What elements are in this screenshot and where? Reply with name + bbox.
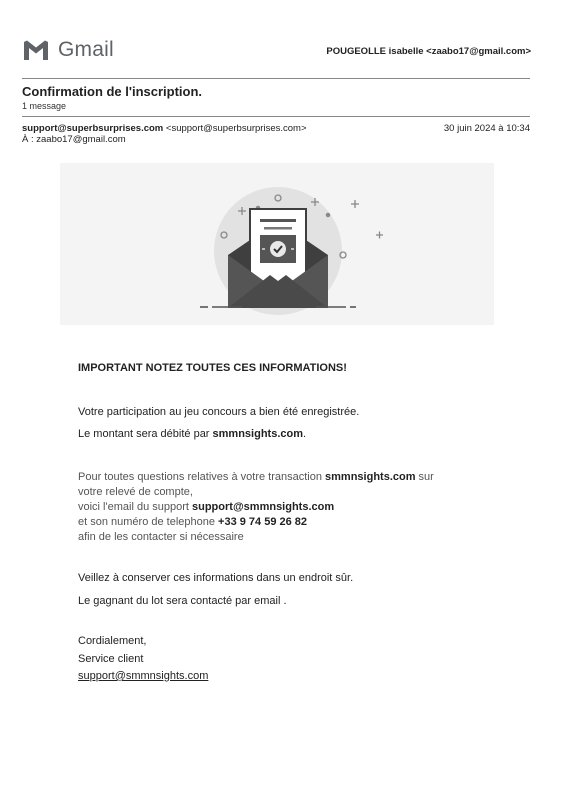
support-line-3-prefix: voici l'email du support	[78, 501, 192, 513]
sender-name: support@superbsurprises.com	[22, 123, 164, 134]
debit-prefix: Le montant sera débité par	[78, 428, 213, 440]
email-subject: Confirmation de l'inscription.	[22, 84, 203, 99]
support-paragraph	[78, 470, 434, 545]
participation-text: Votre participation au jeu concours a bien été enregistrée.	[78, 406, 360, 418]
envelope-with-checked-letter-icon	[60, 163, 494, 325]
sender-line	[22, 123, 307, 134]
support-line-4	[78, 515, 434, 530]
important-heading: IMPORTANT NOTEZ TOUTES CES INFORMATIONS!	[78, 362, 347, 374]
support-line-1-prefix: Pour toutes questions relatives à votre transaction	[78, 471, 326, 483]
winner-text: Le gagnant du lot sera contacté par email .	[78, 595, 287, 607]
message-count: 1 message	[22, 101, 67, 111]
support-line-1	[78, 470, 434, 485]
keep-info-text: Veillez à conserver ces informations dans un endroit sûr.	[78, 572, 354, 584]
email-banner	[60, 163, 494, 325]
support-line-1-site: smmnsights.com	[325, 471, 416, 483]
recipient-line: À : zaabo17@gmail.com	[22, 134, 126, 145]
account-name: POUGEOLLE isabelle <zaabo17@gmail.com>	[326, 46, 531, 57]
support-email: support@smmnsights.com	[192, 501, 335, 513]
signature-team: Service client	[78, 653, 144, 665]
sender-address: <support@superbsurprises.com>	[165, 123, 307, 134]
signature-email-link[interactable]: support@smmnsights.com	[78, 670, 209, 682]
support-line-4-prefix: et son numéro de telephone	[78, 516, 219, 528]
debit-suffix: .	[303, 428, 307, 440]
gmail-wordmark: Gmail	[58, 38, 114, 61]
email-date: 30 juin 2024 à 10:34	[443, 123, 530, 134]
gmail-logo	[22, 38, 114, 62]
subject-divider	[22, 116, 530, 117]
gmail-m-icon	[22, 39, 50, 61]
support-line-1-suffix: sur	[415, 471, 434, 483]
support-line-3	[78, 500, 434, 515]
support-phone: +33 9 74 59 26 82	[218, 516, 308, 528]
support-line-2: votre relevé de compte,	[78, 486, 193, 498]
debit-site: smmnsights.com	[212, 428, 303, 440]
support-line-5: afin de les contacter si nécessaire	[78, 531, 244, 543]
debit-text	[78, 427, 306, 442]
header-divider	[22, 78, 530, 79]
signature-greeting: Cordialement,	[78, 635, 147, 647]
